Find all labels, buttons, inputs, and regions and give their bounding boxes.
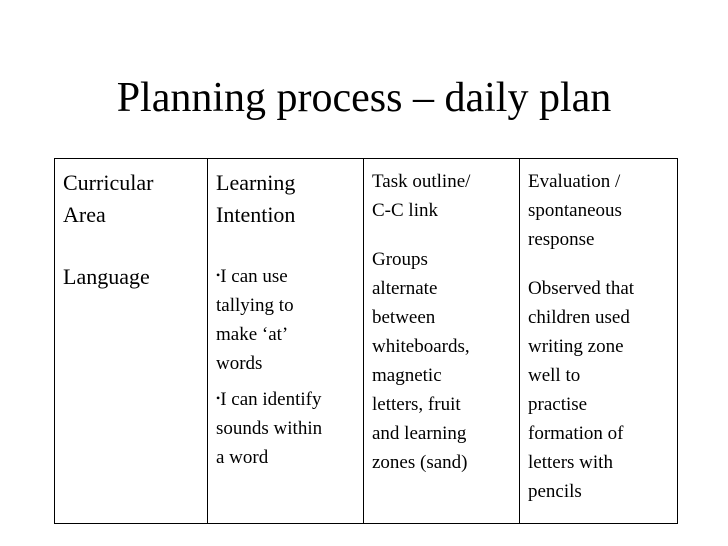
learning-intention-cell	[208, 159, 364, 524]
curricular-area-value: Language	[63, 264, 150, 289]
list-item	[216, 261, 363, 378]
daily-plan-table	[54, 158, 678, 524]
evaluation-cell	[520, 159, 678, 524]
table-row	[55, 159, 678, 524]
slide-title: Planning process – daily plan	[116, 75, 612, 121]
learning-intention-header: Learning Intention	[216, 170, 296, 227]
curricular-area-header: Curricular Area	[63, 170, 154, 227]
evaluation-text: Observed that children used writing zone well to practise formation of letters with pencils	[528, 278, 635, 502]
task-outline-text: Groups alternate between whiteboards, magnetic letters, fruit and learning zones (sand)	[372, 249, 470, 473]
list-item	[216, 384, 363, 472]
bullet-icon: •	[216, 391, 221, 405]
learning-intention-text: I can identify sounds within a word	[216, 389, 323, 468]
bullet-icon: •	[216, 268, 221, 282]
task-outline-header: Task outline/ C-C link	[372, 171, 471, 221]
evaluation-header: Evaluation / spontaneous response	[528, 171, 622, 250]
task-outline-cell	[364, 159, 520, 524]
learning-intention-text: I can use tallying to make ‘at’ words	[216, 266, 294, 374]
curricular-area-cell	[55, 159, 208, 524]
